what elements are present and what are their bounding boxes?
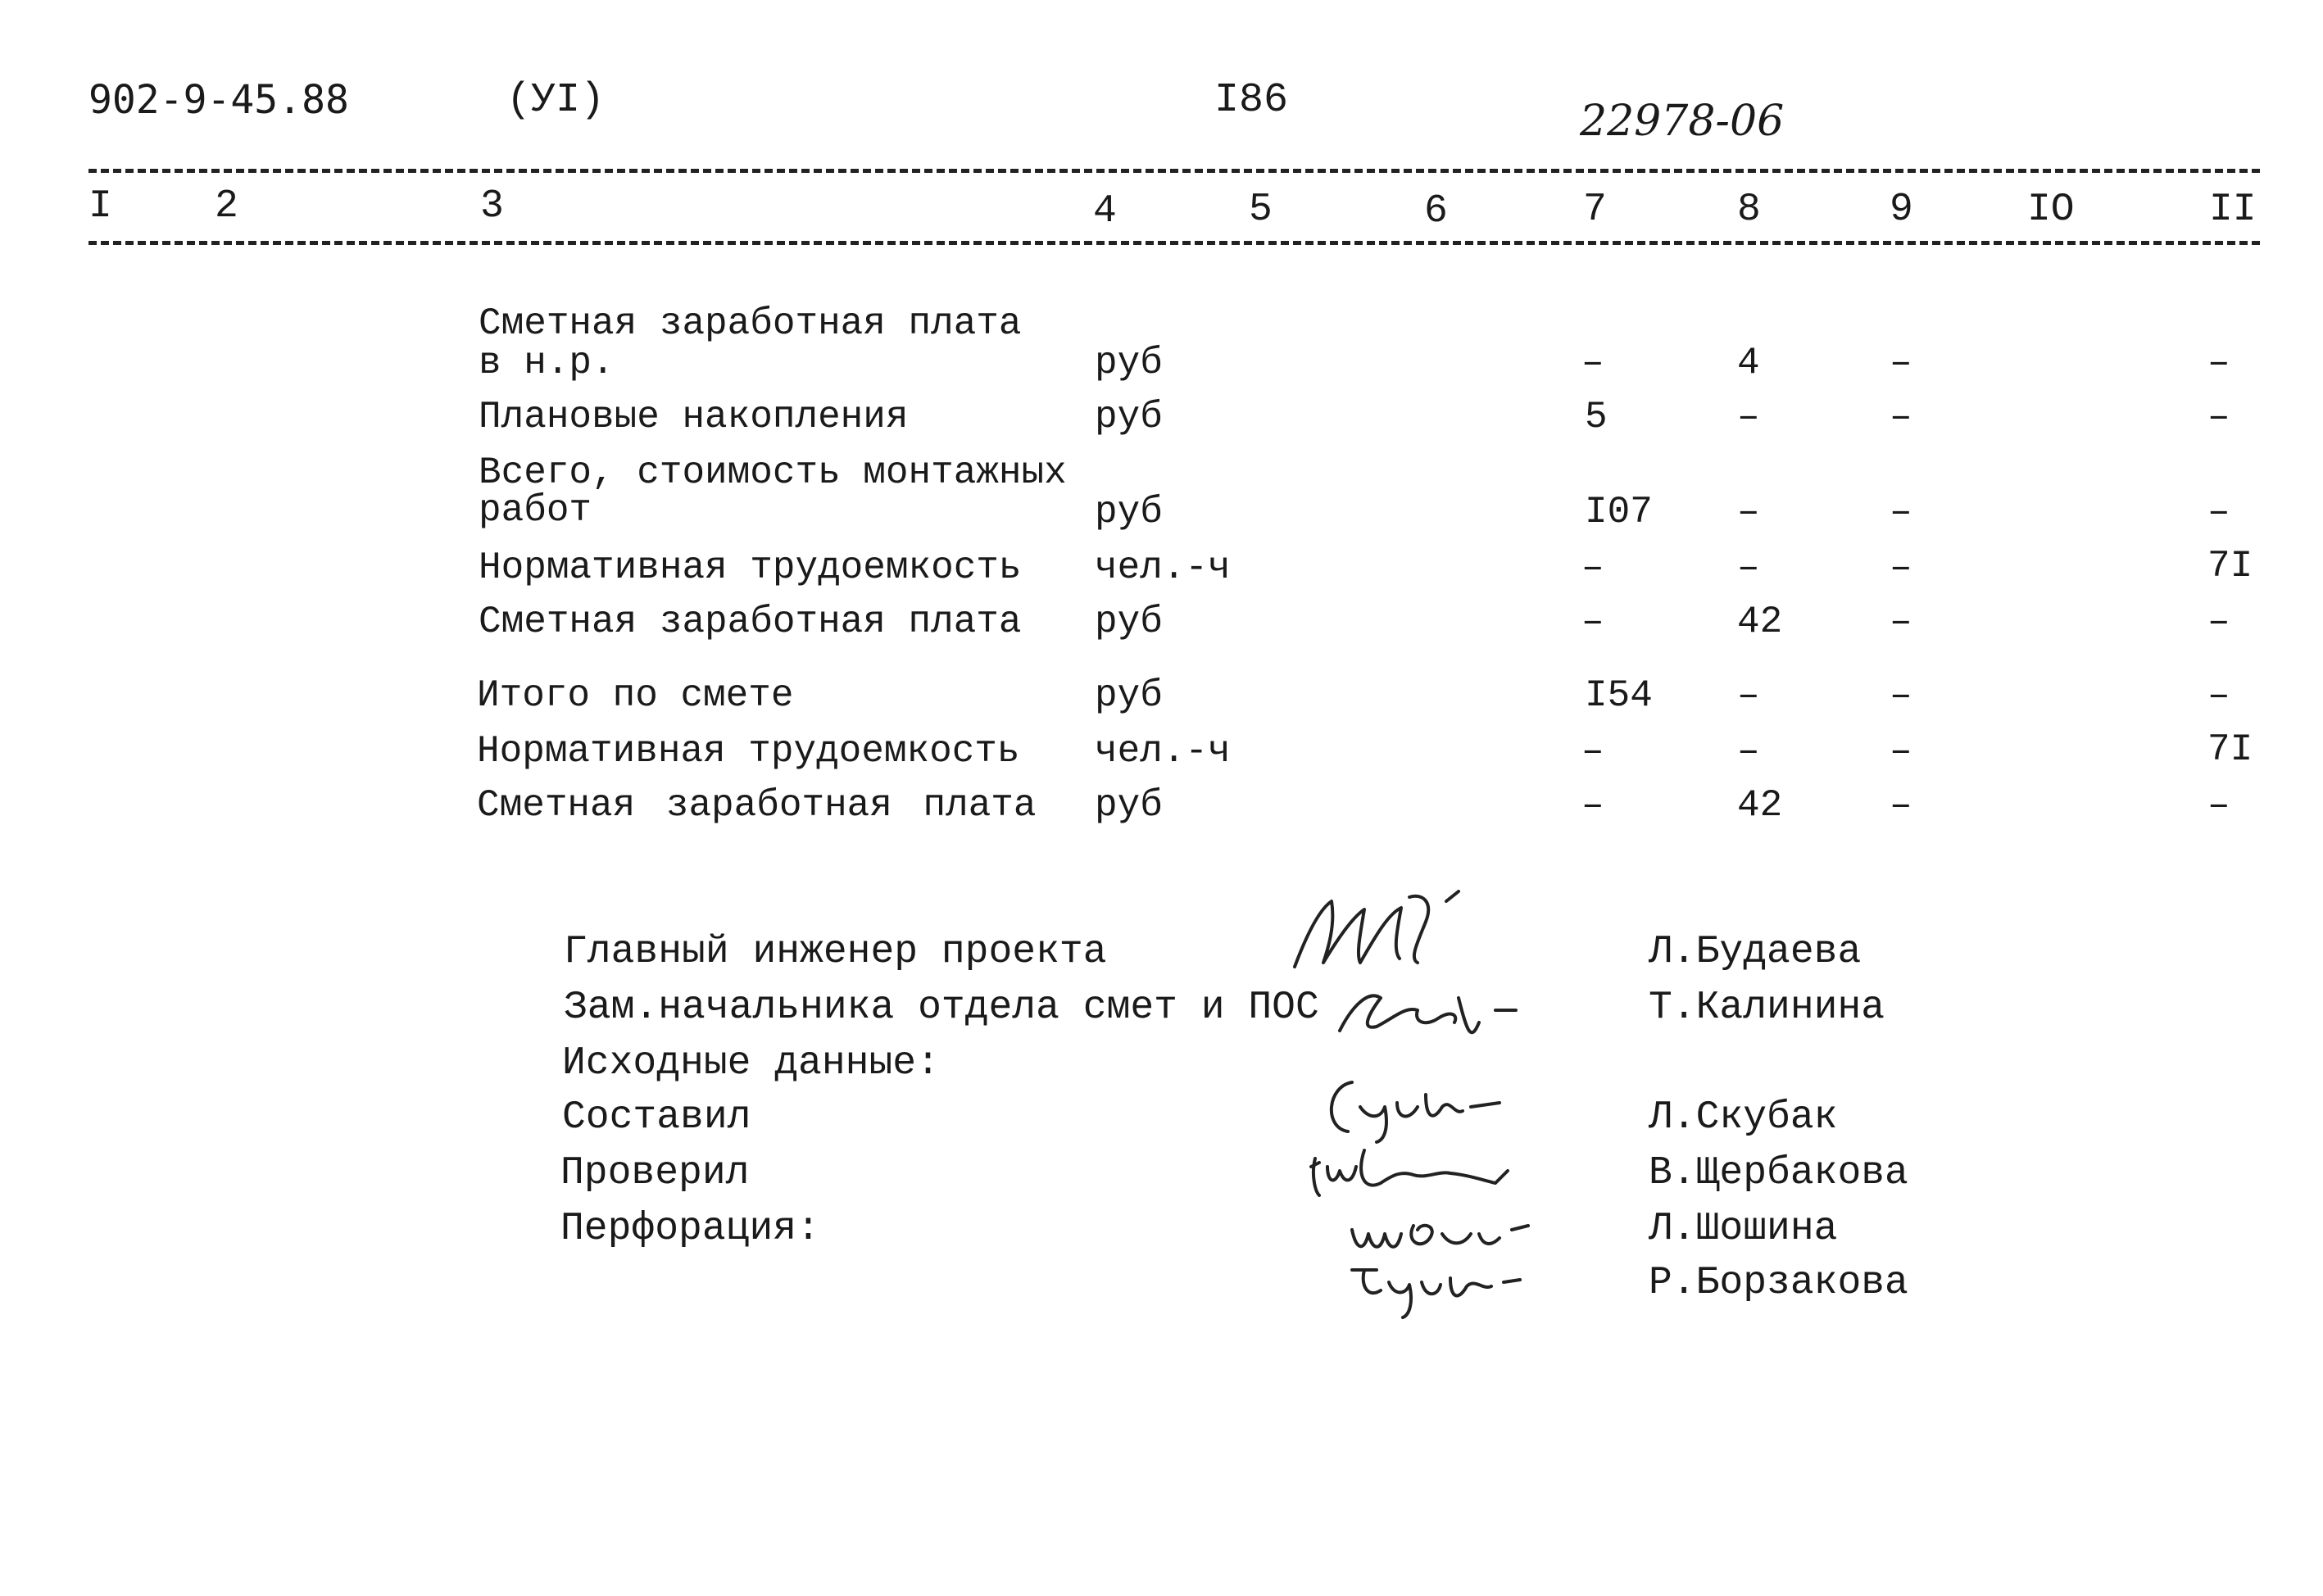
signature-role: Главный инженер проекта <box>564 930 1107 974</box>
signature-name: Л.Шошина <box>1649 1207 1838 1251</box>
row-unit: руб <box>1095 491 1163 533</box>
column-header: 2 <box>215 184 238 229</box>
document-code: 902-9-45.88 <box>88 77 349 123</box>
row-label: Сметная заработная плата <box>479 601 1022 643</box>
row-label: Итого по смете <box>477 674 794 717</box>
cell-col9: – <box>1890 601 1912 643</box>
column-header: 5 <box>1249 188 1273 232</box>
cell-col11: – <box>2207 342 2230 384</box>
inventory-number: 22978-06 <box>1580 97 1785 146</box>
cell-col8: – <box>1737 730 1760 773</box>
cell-col9: – <box>1890 396 1912 438</box>
row-label: Сметная заработная плата <box>477 784 1037 827</box>
row-unit: чел.-ч <box>1095 730 1231 773</box>
cell-col11: – <box>2207 491 2230 533</box>
column-header: I <box>88 184 112 229</box>
column-header: IO <box>2027 188 2075 232</box>
cell-col8: 42 <box>1737 601 1783 643</box>
signature-role: Составил <box>562 1095 751 1140</box>
header-bottom-rule <box>88 241 2260 245</box>
cell-col8: 42 <box>1737 784 1783 827</box>
cell-col7: I07 <box>1585 491 1653 533</box>
row-label: в н.р. <box>479 342 615 384</box>
column-header: 4 <box>1093 189 1117 234</box>
cell-col8: 4 <box>1737 342 1760 384</box>
cell-col11: 7I <box>2207 728 2253 771</box>
row-unit: руб <box>1095 396 1163 438</box>
row-unit: чел.-ч <box>1095 546 1231 589</box>
row-unit: руб <box>1095 784 1163 827</box>
cell-col7: 5 <box>1585 396 1608 438</box>
cell-col9: – <box>1890 491 1912 533</box>
cell-col7: – <box>1581 546 1604 589</box>
cell-col9: – <box>1890 730 1912 773</box>
handwritten-signature <box>1336 973 1524 1047</box>
handwritten-signature <box>1319 1070 1516 1144</box>
cell-col8: – <box>1737 546 1760 589</box>
cell-col11: – <box>2207 601 2230 643</box>
row-label: Нормативная трудоемкость <box>477 730 1020 773</box>
signature-name: Л.Будаева <box>1649 930 1862 974</box>
cell-col11: – <box>2207 396 2230 438</box>
row-unit: руб <box>1095 674 1163 717</box>
column-header: 9 <box>1890 188 1913 232</box>
cell-col9: – <box>1890 674 1912 717</box>
cell-col11: – <box>2207 784 2230 827</box>
column-header: 8 <box>1737 188 1761 232</box>
header-top-rule <box>88 169 2260 173</box>
column-header: II <box>2209 188 2257 232</box>
handwritten-signature <box>1344 1254 1557 1319</box>
cell-col7: I54 <box>1585 674 1653 717</box>
signature-role: Исходные данные: <box>562 1041 940 1086</box>
cell-col8: – <box>1737 674 1760 717</box>
cell-col7: – <box>1581 342 1604 384</box>
signature-role: Перфорация: <box>560 1207 820 1251</box>
cell-col9: – <box>1890 546 1912 589</box>
handwritten-signature <box>1286 885 1483 983</box>
column-header: 6 <box>1424 189 1448 234</box>
signature-role: Проверил <box>560 1151 750 1195</box>
row-label: Плановые накопления <box>479 396 909 438</box>
signature-name: Л.Скубак <box>1649 1095 1838 1140</box>
cell-col9: – <box>1890 342 1912 384</box>
row-unit: руб <box>1095 342 1163 384</box>
row-label: работ <box>479 489 592 532</box>
signature-name: Т.Калинина <box>1649 986 1885 1030</box>
handwritten-signature <box>1303 1134 1540 1208</box>
row-label: Нормативная трудоемкость <box>479 546 1022 589</box>
signature-name: Р.Борзакова <box>1649 1261 1908 1305</box>
row-unit: руб <box>1095 601 1163 643</box>
column-header: 7 <box>1583 188 1607 232</box>
row-label: Сметная заработная плата <box>479 302 1022 345</box>
signature-name: В.Щербакова <box>1649 1151 1908 1195</box>
cell-col11: – <box>2207 674 2230 717</box>
cell-col7: – <box>1581 784 1604 827</box>
cell-col7: – <box>1581 601 1604 643</box>
row-label: Всего, стоимость монтажных <box>479 451 1067 494</box>
page-number: I86 <box>1214 77 1289 124</box>
section-number: (УI) <box>506 77 606 124</box>
cell-col9: – <box>1890 784 1912 827</box>
cell-col11: 7I <box>2207 545 2253 587</box>
cell-col8: – <box>1737 396 1760 438</box>
cell-col7: – <box>1581 730 1604 773</box>
column-header: 3 <box>480 184 504 229</box>
signature-role: Зам.начальника отдела смет и ПОС <box>564 986 1319 1030</box>
cell-col8: – <box>1737 491 1760 533</box>
